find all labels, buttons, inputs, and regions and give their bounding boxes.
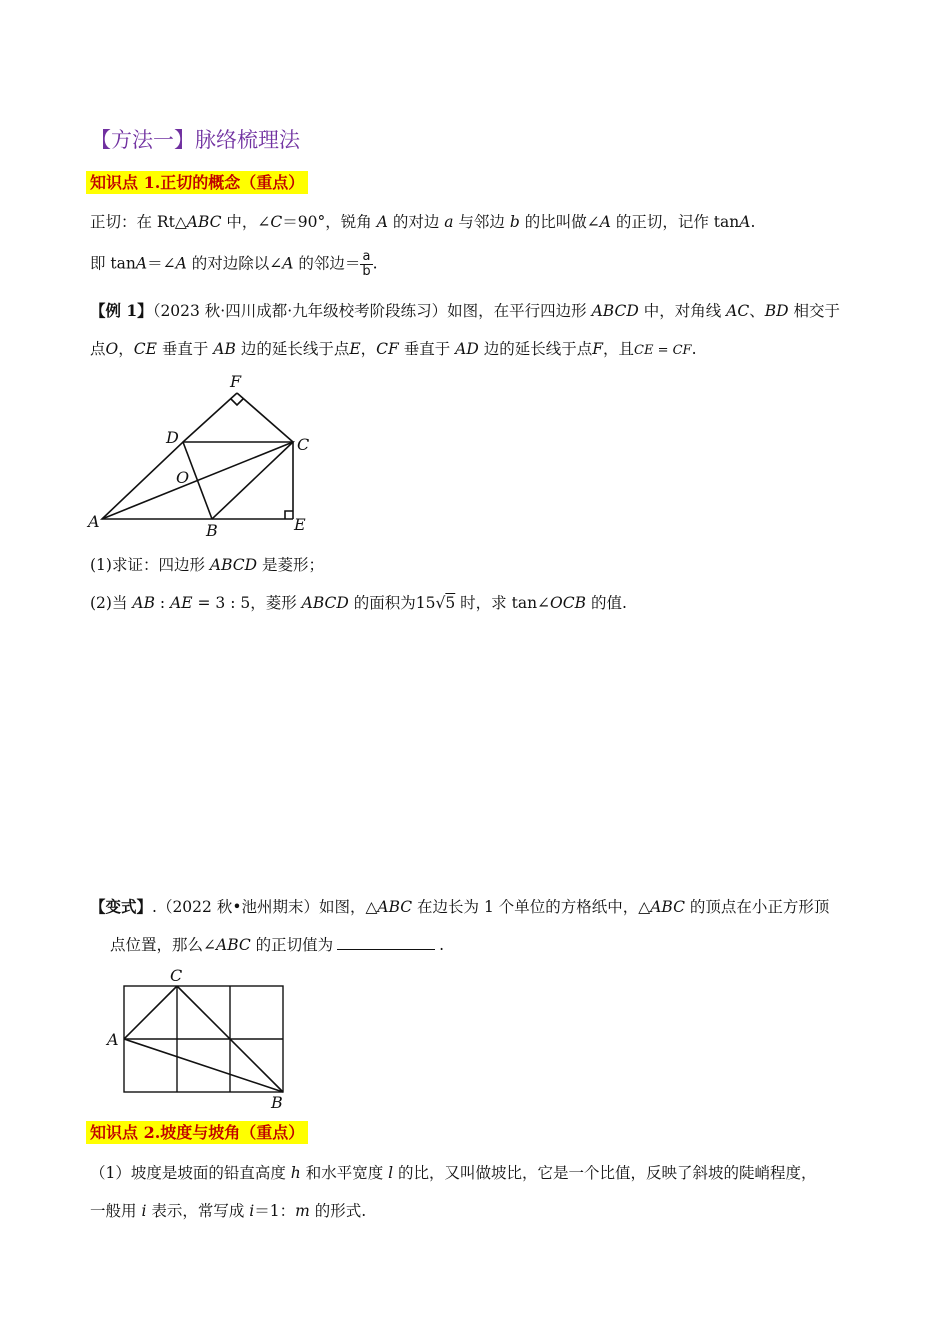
var: F [592, 340, 603, 358]
text: 的面积为15 [348, 594, 436, 612]
example1-line1 [90, 300, 840, 322]
text: 中，对角线 [638, 302, 727, 320]
var: ABC [216, 936, 251, 954]
var: ABCD [209, 556, 258, 574]
text: 的对边除以∠ [186, 254, 283, 273]
slope-definition-line2 [90, 1200, 366, 1222]
text: 点 [90, 340, 106, 358]
var: E [349, 340, 361, 358]
var: ABC [377, 898, 413, 916]
var: AC [726, 302, 750, 320]
text: ＝∠ [147, 254, 176, 273]
text: ， [118, 340, 134, 358]
text: 表示，常写成 [146, 1202, 250, 1220]
radicand: 5 [445, 594, 456, 612]
text: 的邻边＝ [293, 254, 361, 273]
parallelogram-figure [80, 370, 340, 540]
sqrt-symbol: √ [435, 594, 446, 612]
var: CE [634, 343, 654, 358]
text: 垂直于 [398, 340, 456, 358]
text: 边的延长线于点 [235, 340, 350, 358]
var: h [290, 1164, 301, 1182]
var: ABCD [301, 594, 349, 612]
question-2 [90, 592, 627, 614]
example1-line2 [90, 338, 697, 362]
grid-figure [100, 965, 300, 1115]
var: a [444, 213, 454, 231]
answer-blank[interactable] [337, 935, 435, 950]
knowledge-point-1-heading [86, 172, 308, 194]
text: （1）坡度是坡面的铅直高度 [90, 1164, 291, 1182]
var: CF [672, 343, 692, 358]
label-o: O [176, 468, 190, 487]
text: 垂直于 [156, 340, 214, 358]
text: 的比叫做∠ [519, 213, 600, 231]
var: BD [764, 302, 789, 320]
text: 、 [749, 302, 765, 320]
text: （2023 秋·四川成都·九年级校考阶段练习）如图，在平行四边形 [152, 302, 592, 320]
text: 的正切值为 [250, 936, 334, 954]
var: AD [455, 340, 479, 358]
var: O [105, 340, 119, 358]
side-ab [124, 1039, 283, 1092]
label-c: C [297, 435, 310, 454]
var: A [282, 254, 294, 273]
text: ＝1： [254, 1202, 296, 1220]
var: i [249, 1202, 255, 1220]
var: m [295, 1202, 310, 1220]
var: A [376, 213, 388, 231]
label-a: A [88, 512, 100, 531]
var: l [388, 1164, 394, 1182]
var: A [175, 254, 187, 273]
text: . [750, 213, 756, 231]
variant-label: 【变式】 [90, 897, 153, 916]
text: . [691, 340, 697, 358]
label-b: B [206, 521, 218, 540]
text: 的值. [586, 594, 627, 612]
example-label: 【例 1】 [90, 301, 153, 320]
var: CE [133, 340, 157, 358]
text: 的形式. [309, 1202, 367, 1220]
var: CF [376, 340, 399, 358]
text: 在边长为 1 个单位的方格纸中，△ [412, 898, 651, 916]
fraction-a-over-b [360, 250, 372, 279]
text: : [154, 594, 171, 612]
text: 的对边 [387, 213, 445, 231]
text: ，且 [602, 340, 634, 358]
text: 相交于 [788, 302, 840, 320]
label-d: D [166, 428, 179, 447]
method-title: 【方法一】脉络梳理法 [90, 128, 300, 152]
numerator: a [360, 250, 372, 265]
text: 的正切，记作 tan [610, 213, 740, 231]
tangent-definition [90, 211, 755, 233]
segment-cf [237, 393, 293, 442]
var: A [599, 213, 611, 231]
label-c: C [170, 966, 183, 985]
text: . [372, 254, 378, 273]
text: 的比，又叫做坡比，它是一个比值，反映了斜坡的陡峭程度， [393, 1164, 817, 1182]
text: 边的延长线于点 [478, 340, 593, 358]
var: i [141, 1202, 147, 1220]
tangent-formula [90, 250, 378, 279]
highlight: 知识点 2.坡度与坡角（重点） [86, 1121, 308, 1144]
var: C [270, 213, 283, 231]
var: OCB [550, 594, 587, 612]
text: 点位置，那么∠ [110, 936, 216, 954]
var: ABC [650, 898, 685, 916]
label-f: F [230, 372, 242, 391]
label-e: E [294, 515, 306, 534]
var: A [739, 213, 751, 231]
highlight: 知识点 1.正切的概念（重点） [86, 171, 308, 194]
question-1 [90, 554, 324, 576]
segment-df [183, 393, 237, 442]
slope-definition-line1 [90, 1162, 817, 1184]
text: = [653, 343, 673, 358]
label-a: A [107, 1030, 119, 1049]
grid-lines [124, 986, 283, 1092]
var: AE [170, 594, 193, 612]
text: (1)求证：四边形 [90, 556, 210, 574]
var: ABC [186, 213, 222, 231]
text: .（2022 秋•池州期末）如图，△ [152, 898, 378, 916]
var: AB [213, 340, 236, 358]
text: . [439, 936, 445, 954]
text: ＝90°，锐角 [282, 213, 377, 231]
text: 一般用 [90, 1202, 142, 1220]
text: 和水平宽度 [300, 1164, 389, 1182]
var: A [135, 254, 148, 273]
text: 是菱形； [257, 556, 324, 574]
text: 与邻边 [453, 213, 510, 231]
text: 中，∠ [221, 213, 271, 231]
text: 时，求 tan∠ [455, 594, 551, 612]
text: 的顶点在小正方形顶 [684, 898, 830, 916]
text: 正切：在 Rt△ [90, 213, 187, 231]
right-angle-mark-f [231, 399, 243, 405]
variant-line1 [90, 896, 829, 918]
text: (2)当 [90, 594, 133, 612]
knowledge-point-2-heading [86, 1122, 308, 1144]
var: ABCD [591, 302, 639, 320]
denominator: b [362, 264, 371, 279]
variant-line2 [110, 934, 444, 956]
var: b [509, 213, 520, 231]
text: 即 tan [90, 254, 136, 273]
side-ac [124, 986, 177, 1039]
text: ， [360, 340, 377, 358]
right-angle-mark-e [285, 511, 293, 519]
text: = 3 : 5，菱形 [192, 594, 302, 612]
label-b: B [271, 1093, 283, 1112]
var: AB [132, 594, 155, 612]
